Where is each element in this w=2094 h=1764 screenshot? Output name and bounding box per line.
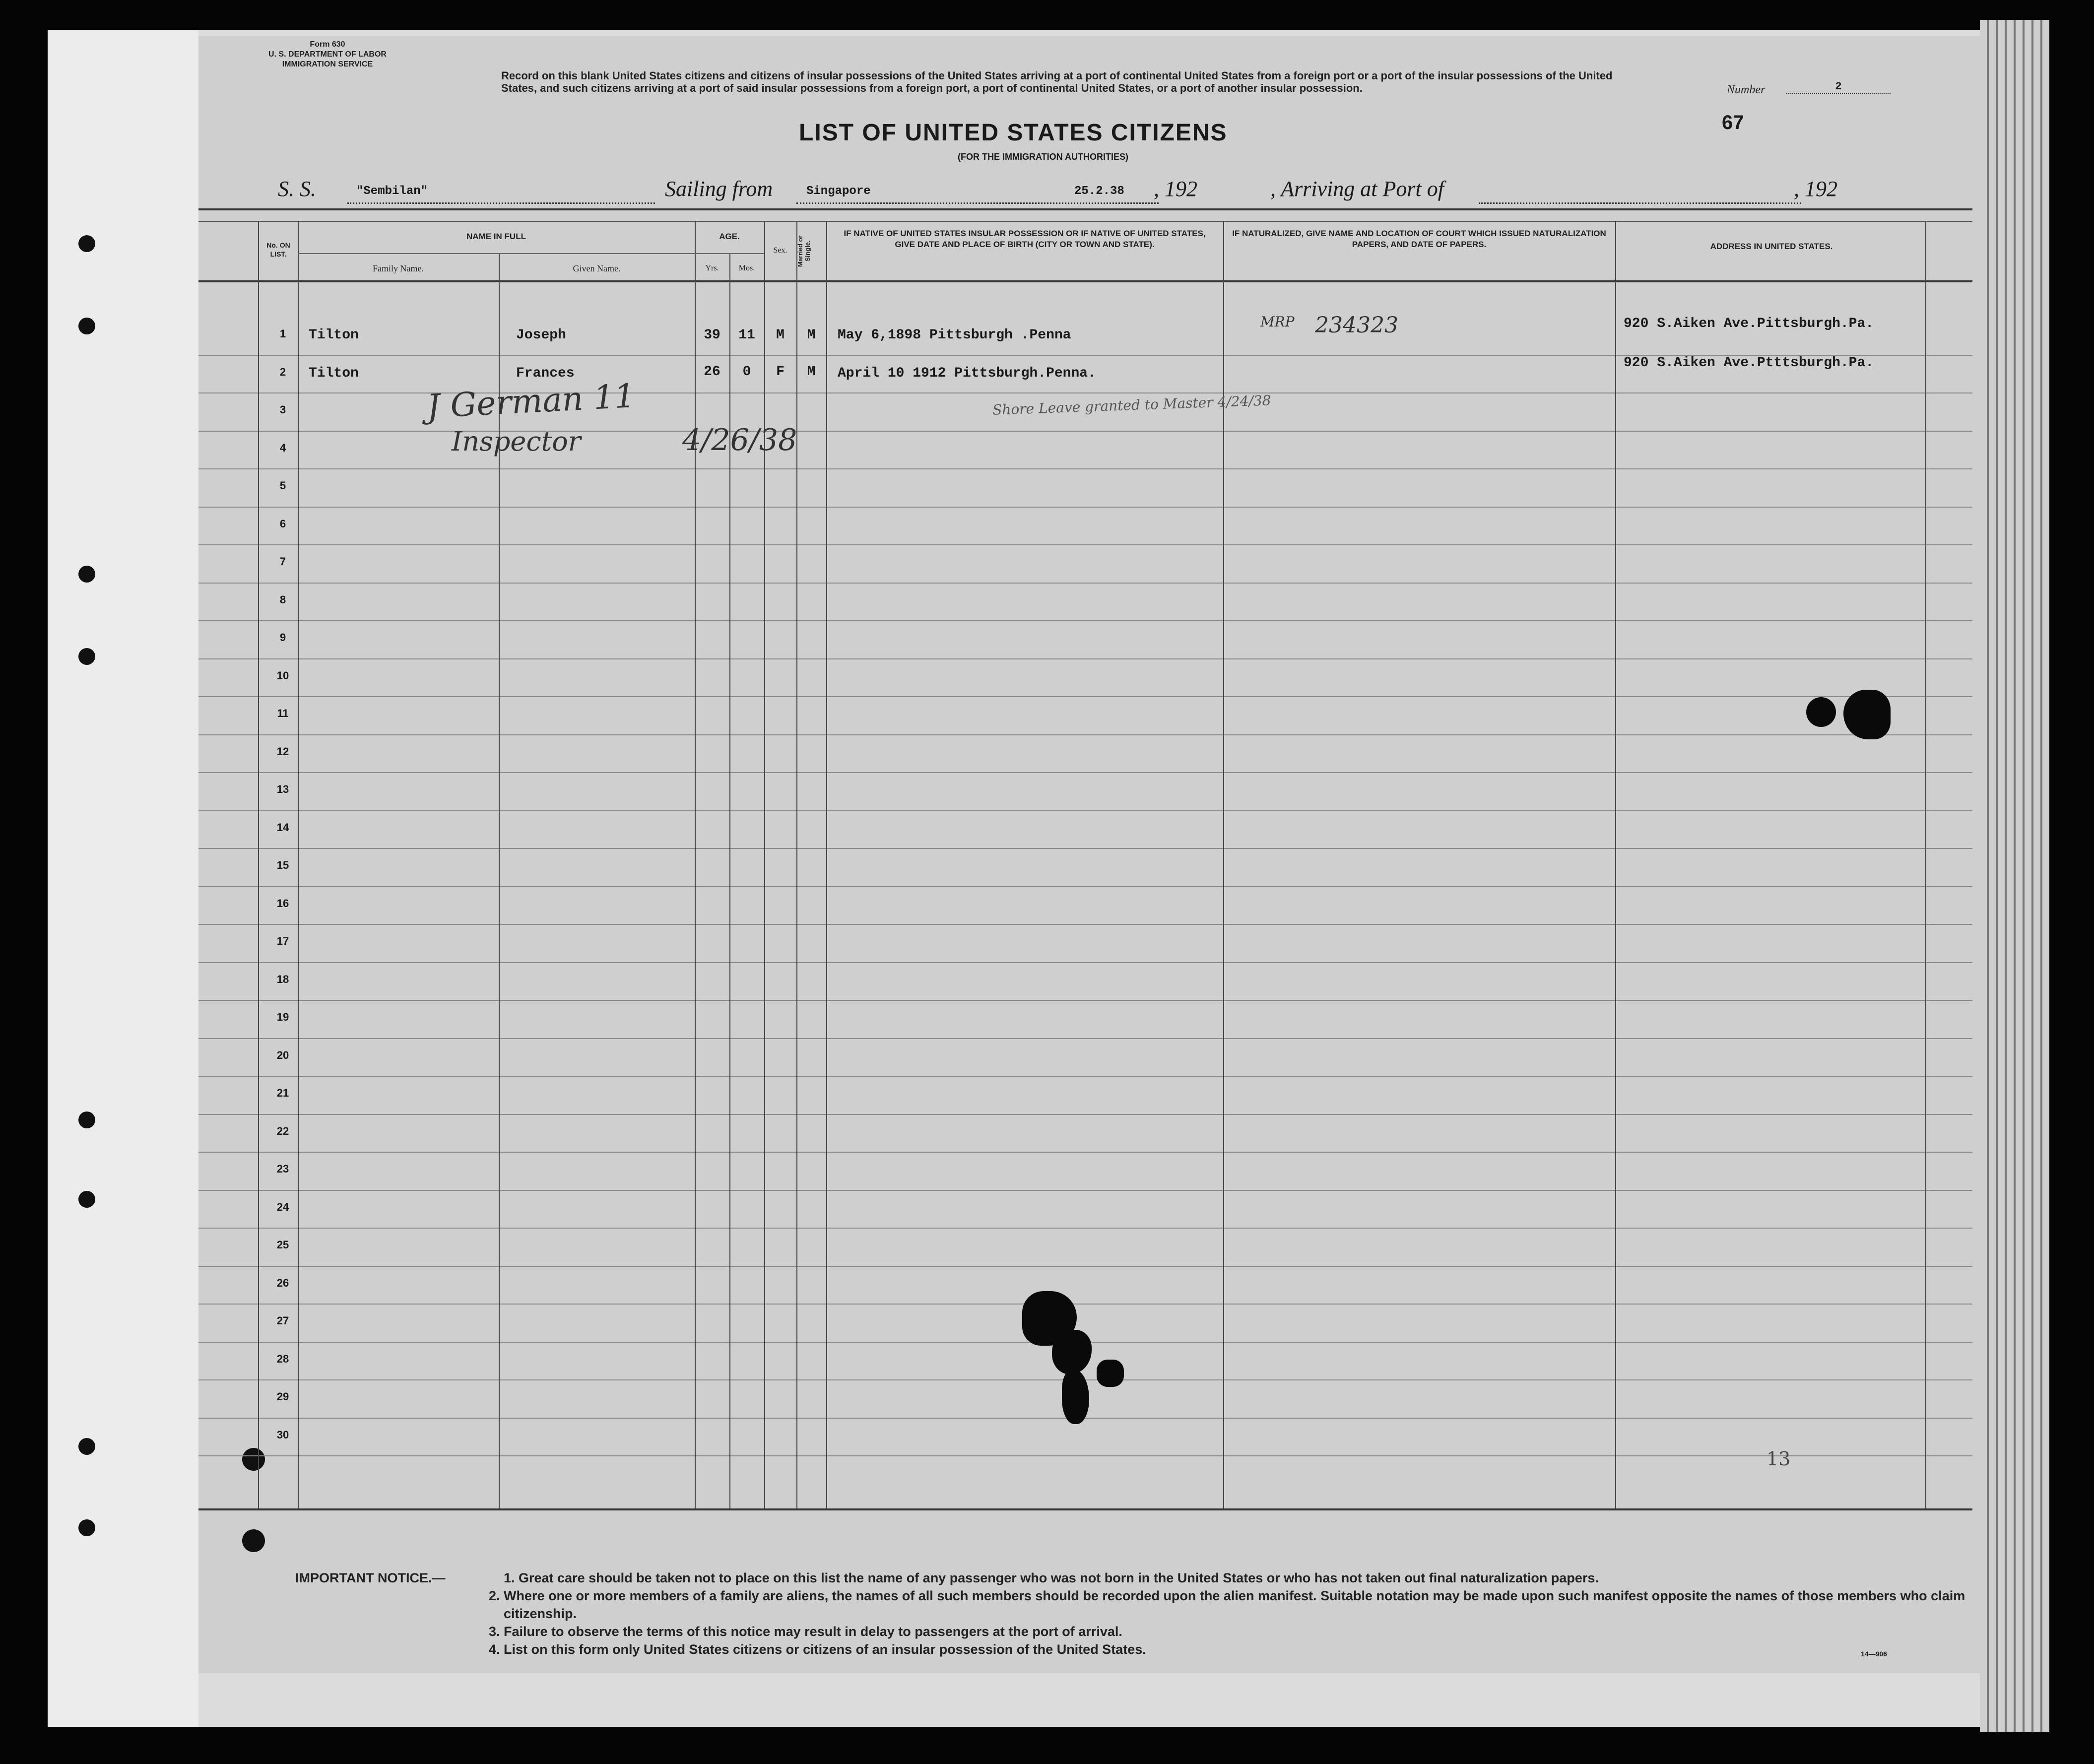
col-divider [1615,221,1616,1508]
row-line [198,1304,1972,1305]
punch-dot [242,1529,265,1552]
binding-margin [48,30,198,1727]
header-birth: IF NATIVE OF UNITED STATES INSULAR POSSESSION OR IF NATIVE OF UNITED STATES, GIVE DATE AND PLACE OF BIRTH (CITY OR TOWN AND STATE). [844,229,1206,249]
number-label: Number [1727,83,1766,96]
row-number: 17 [276,935,289,947]
birth-info: April 10 1912 Pittsburgh.Penna. [838,366,1096,381]
row-line [198,962,1972,963]
binder-hole [78,318,95,334]
sailing-from-line [796,202,1159,204]
row-number: 15 [276,859,289,871]
row-number: 14 [276,821,289,834]
sex: F [776,364,785,380]
row-number: 21 [276,1087,289,1099]
row-line [198,734,1972,735]
given-name: Frances [516,366,575,381]
col-divider [826,221,827,1508]
inspector-signature: J German 11 [426,377,636,426]
row-number: 9 [279,631,286,644]
row-number: 5 [279,479,286,492]
row-line [198,1152,1972,1153]
notice-item-1: IMPORTANT NOTICE.— 1. Great care should be taken not to place on this list the name of any passenger who was not born in the United States or who has not taken out final naturalization papers. [295,1569,1972,1587]
row-line [198,620,1972,621]
table-rule [198,221,1972,222]
row-line [198,886,1972,887]
notice-lead: IMPORTANT NOTICE.— [295,1570,446,1585]
number-value: 2 [1786,80,1891,94]
row-line [198,1076,1972,1077]
ink-blot [1097,1360,1124,1387]
col-divider [764,221,765,1508]
binder-hole [78,648,95,665]
page-title: LIST OF UNITED STATES CITIZENS [799,120,1228,146]
row-number: 19 [276,1011,289,1023]
arriving-port-line [1479,202,1801,204]
row-number: 22 [276,1124,289,1137]
age-months: 11 [738,327,755,343]
row-number: 27 [276,1314,289,1327]
header-naturalized: IF NATURALIZED, GIVE NAME AND LOCATION OF COURT WHICH ISSUED NATURALIZATION PAPERS, AND DATE OF PAPERS. [1232,229,1606,249]
sailing-from-label: Sailing from [665,177,773,201]
address: 920 S.Aiken Ave.Ptttsburgh.Pa. [1624,355,1874,371]
table-top-border [198,208,1972,210]
age-years: 26 [704,364,720,380]
page-number: 67 [1722,112,1744,133]
row-number: 29 [276,1390,289,1403]
ship-name-line [347,202,655,204]
notice-item-4: 4. List on this form only United States citizens or citizens of an insular possession of the United States. [489,1642,1146,1657]
header-address: ADDRESS IN UNITED STATES. [1710,242,1833,251]
row-line [198,1000,1972,1001]
table-bottom-border [198,1508,1972,1510]
inspector-title: Inspector [452,426,581,457]
row-number: 3 [279,403,286,416]
row-line [198,696,1972,697]
year-suffix-1: , 192 [1154,177,1197,201]
stamp-prefix: MRP [1260,314,1295,330]
col-divider [695,221,696,1508]
ink-blot [1806,697,1836,727]
row-line [198,1228,1972,1229]
record-instructions: Record on this blank United States citizens and citizens of insular possessions of the United States arriving at a port of continental United States from a foreign port or a port of the insular possessions of the United States, and such citizens arriving at a port of said insular possessions from a foreign port, a port of continental United States, or a port of another insular possession. [501,69,1613,94]
age-subheader-rule [695,253,764,254]
important-notice [295,1569,1972,1658]
row-line [198,507,1972,508]
family-name: Tilton [309,327,359,343]
family-name: Tilton [309,366,359,381]
binder-hole [78,566,95,583]
row-line [198,772,1972,773]
col-divider [796,221,797,1508]
header-married: Married or Single. [796,235,811,267]
name-subheader-rule [298,253,695,254]
col-divider [1223,221,1224,1508]
binder-hole [78,235,95,252]
notice-item-3: 3. Failure to observe the terms of this notice may result in delay to passengers at the port of arrival. [489,1624,1122,1639]
binder-hole [78,1111,95,1128]
row-line [198,658,1972,659]
given-name: Joseph [516,327,566,343]
row-number: 23 [276,1163,289,1175]
naturalization-number: 234323 [1315,313,1398,338]
row-line [198,1455,1972,1456]
row-number: 18 [276,973,289,985]
inspector-date: 4/26/38 [682,423,797,457]
col-divider [258,221,259,1508]
row-number: 16 [276,897,289,910]
sailing-date: 25.2.38 [1074,185,1124,198]
header-mos: Mos. [738,264,755,272]
row-line [198,848,1972,849]
row-line [198,924,1972,925]
row-number: 4 [279,441,286,454]
header-given-name: Given Name. [573,263,621,273]
row-number: 28 [276,1352,289,1365]
header-no-on-list: No. ON LIST. [266,241,290,258]
row-number: 8 [279,593,286,606]
row-line [198,1418,1972,1419]
married-status: M [807,364,816,380]
row-number: 6 [279,517,286,530]
row-number: 30 [276,1428,289,1441]
form-number: Form 630 [310,40,345,49]
row-number: 1 [279,327,286,340]
age-months: 0 [742,364,751,380]
ship-prefix: S. S. [278,177,316,201]
address: 920 S.Aiken Ave.Pittsburgh.Pa. [1624,316,1874,331]
row-line [198,1190,1972,1191]
row-number: 20 [276,1048,289,1061]
year-suffix-2: , 192 [1794,177,1837,201]
row-line [198,1114,1972,1115]
header-sex: Sex. [773,246,787,255]
col-divider [1925,221,1926,1508]
header-bottom-border [198,280,1972,282]
department-name: U. S. DEPARTMENT OF LABOR [268,50,387,59]
ship-name: "Sembilan" [356,185,428,198]
row-line [198,1038,1972,1039]
binder-hole [78,1191,95,1208]
row-line [198,583,1972,584]
row-number: 25 [276,1239,289,1251]
form-code: 14—906 [1861,1650,1887,1658]
page-subtitle: (FOR THE IMMIGRATION AUTHORITIES) [958,152,1128,162]
service-name: IMMIGRATION SERVICE [282,60,373,68]
notice-item-2: 2. Where one or more members of a family are aliens, the names of all such members should be recorded upon the alien manifest. Suitable notation may be made upon such manifest opposite the names of those members who claim citizenship. [489,1588,1965,1621]
row-line [198,1266,1972,1267]
row-number: 11 [277,707,289,719]
row-number: 12 [276,745,289,758]
sailing-from-value: Singapore [806,185,871,198]
row-number: 13 [276,783,289,795]
punch-dot [242,1448,265,1471]
row-number: 2 [279,365,286,378]
header-age: AGE. [719,232,740,241]
header-yrs: Yrs. [705,264,719,272]
birth-info: May 6,1898 Pittsburgh .Penna [838,327,1071,343]
row-number: 24 [276,1200,289,1213]
row-line [198,544,1972,545]
row-number: 7 [279,555,286,568]
married-status: M [807,327,816,343]
row-number: 10 [276,669,289,682]
row-line [198,468,1972,469]
row-number: 26 [276,1276,289,1289]
header-name-in-full: NAME IN FULL [466,232,526,241]
arriving-label: , Arriving at Port of [1270,177,1444,201]
sheet-count: 13 [1767,1448,1791,1470]
page-stack-edge [1980,20,2049,1732]
ink-blot [1843,690,1891,739]
shore-leave-note: Shore Leave granted to Master 4/24/38 [992,392,1271,418]
sex: M [776,327,785,343]
form-id-block [243,40,412,69]
binder-hole [78,1438,95,1455]
binder-hole [78,1519,95,1536]
header-family-name: Family Name. [373,263,424,273]
row-line [198,810,1972,811]
age-years: 39 [704,327,720,343]
